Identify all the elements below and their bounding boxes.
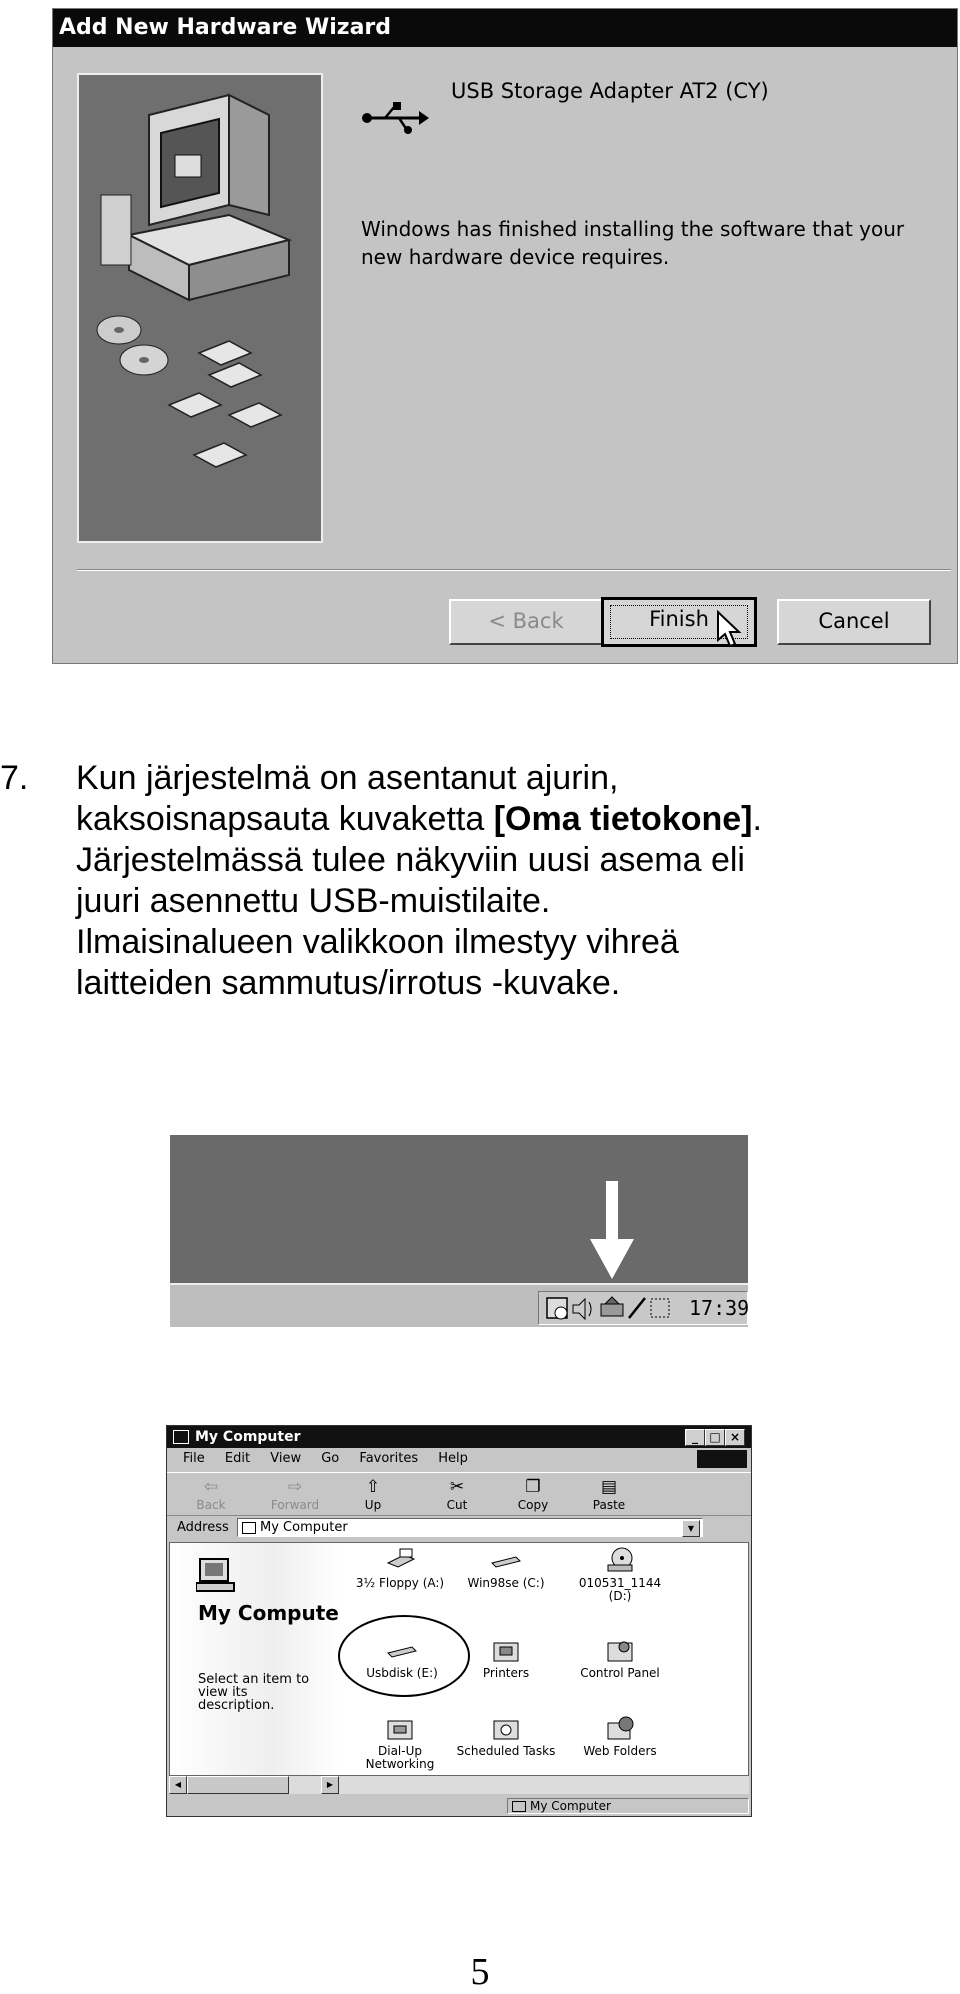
hard-drive-item[interactable]: Win98se (C:) [452, 1547, 560, 1590]
cancel-button[interactable]: Cancel [777, 599, 931, 645]
folder-up-icon: ⇧ [365, 1477, 381, 1497]
instruction-line: juuri asennettu USB-muistilaite. [76, 882, 551, 920]
floppy-drive-item[interactable]: 3½ Floppy (A:) [346, 1547, 454, 1590]
instruction-line: kaksoisnapsauta kuvaketta [Oma tietokone]. [76, 800, 762, 838]
scroll-right-icon[interactable]: ▶ [321, 1776, 339, 1794]
my-computer-window [166, 1425, 752, 1817]
wizard-illustration [77, 73, 323, 543]
dialup-networking-item[interactable]: Dial-Up Networking [346, 1715, 454, 1771]
wizard-message: Windows has finished installing the software that your new hardware device requires. [361, 217, 905, 269]
menu-edit[interactable]: Edit [224, 1451, 251, 1466]
forward-toolbar-button[interactable]: ⇨ Forward [259, 1475, 331, 1512]
cd-drive-item[interactable]: 010531_1144 (D:) [566, 1547, 674, 1603]
computer-icon [242, 1522, 256, 1534]
arrow-down-icon [588, 1181, 636, 1281]
clipboard-icon: ▤ [600, 1477, 618, 1497]
webview-panel [170, 1543, 340, 1775]
printers-folder-icon [490, 1637, 522, 1663]
address-bar [167, 1516, 751, 1540]
address-value: My Computer [260, 1520, 348, 1535]
panel-description: Select an item to view its description. [198, 1672, 310, 1713]
back-toolbar-button[interactable]: ⇦ Back [175, 1475, 247, 1512]
horizontal-scrollbar[interactable] [169, 1776, 749, 1794]
menu-favorites[interactable]: Favorites [359, 1451, 419, 1466]
notification-area [538, 1291, 748, 1325]
menu-file[interactable]: File [183, 1451, 205, 1466]
volume-icon [573, 1299, 591, 1319]
system-tray-screenshot [170, 1135, 748, 1327]
network-icon [651, 1299, 669, 1317]
device-name: USB Storage Adapter AT2 (CY) [451, 79, 769, 103]
window-title-bar [167, 1426, 751, 1448]
instruction-line: laitteiden sammutus/irrotus -kuvake. [76, 964, 621, 1002]
arrow-left-icon: ⇦ [203, 1477, 219, 1497]
up-toolbar-button[interactable]: ⇧ Up [337, 1475, 409, 1512]
unplug-eject-hardware-icon [601, 1297, 623, 1316]
panel-title: My Compute [198, 1601, 339, 1625]
floppy-drive-icon [384, 1547, 416, 1573]
usb-disk-item[interactable]: Usbdisk (E:) [348, 1637, 456, 1680]
address-input[interactable] [237, 1518, 703, 1537]
maximize-button[interactable]: □ [705, 1429, 725, 1446]
scroll-thumb[interactable] [187, 1776, 289, 1794]
status-bar [167, 1796, 751, 1816]
scheduler-icon [547, 1298, 567, 1319]
cut-toolbar-button[interactable]: ✂ Cut [421, 1475, 493, 1512]
computer-and-disks-icon [79, 75, 321, 541]
menu-bar [167, 1448, 751, 1470]
instruction-line: Järjestelmässä tulee näkyviin uusi asema eli [76, 841, 745, 879]
mouse-pointer-icon [716, 610, 742, 648]
paste-toolbar-button[interactable]: ▤ Paste [573, 1475, 645, 1512]
add-hardware-wizard-window [52, 8, 958, 664]
printers-item[interactable]: Printers [452, 1637, 560, 1680]
folder-view [169, 1542, 749, 1776]
web-folders-icon [604, 1715, 636, 1741]
status-panel [507, 1798, 749, 1814]
menu-view[interactable]: View [270, 1451, 302, 1466]
step-number: 7. [0, 759, 29, 797]
scissors-icon: ✂ [449, 1477, 465, 1497]
control-panel-item[interactable]: Control Panel [566, 1637, 674, 1680]
page-number: 5 [470, 1951, 490, 1993]
wizard-title-bar: Add New Hardware Wizard [53, 9, 957, 47]
menu-help[interactable]: Help [438, 1451, 468, 1466]
pen-icon [629, 1298, 645, 1318]
my-computer-icon [196, 1557, 236, 1593]
computer-icon [512, 1801, 526, 1812]
minimize-button[interactable]: _ [685, 1429, 705, 1446]
menu-go[interactable]: Go [321, 1451, 340, 1466]
computer-icon [173, 1430, 189, 1444]
usb-icon [361, 101, 431, 140]
instruction-line: Kun järjestelmä on asentanut ajurin, [76, 759, 619, 797]
clock: 17:39 [689, 1296, 750, 1320]
copy-icon: ❐ [525, 1477, 541, 1497]
address-label: Address [177, 1520, 229, 1535]
web-folders-item[interactable]: Web Folders [566, 1715, 674, 1758]
finish-button[interactable] [601, 597, 757, 647]
instruction-line: Ilmaisinalueen valikkoon ilmestyy vihreä [76, 923, 679, 961]
desktop-area [170, 1135, 748, 1283]
taskbar [170, 1283, 748, 1327]
instruction-lines [76, 758, 956, 1004]
highlight-circle [338, 1615, 470, 1697]
hard-drive-icon [490, 1547, 522, 1573]
separator [77, 569, 951, 571]
finish-label: Finish [649, 607, 709, 631]
window-title: My Computer [195, 1429, 301, 1445]
close-button[interactable]: × [725, 1429, 745, 1446]
cd-drive-icon [604, 1547, 636, 1573]
control-panel-icon [604, 1637, 636, 1663]
copy-toolbar-button[interactable]: ❐ Copy [497, 1475, 569, 1512]
arrow-right-icon: ⇨ [287, 1477, 303, 1497]
back-button[interactable]: < Back [449, 599, 603, 645]
windows-logo-icon [697, 1450, 747, 1468]
dialup-networking-icon [384, 1715, 416, 1741]
chevron-down-icon[interactable]: ▼ [682, 1520, 700, 1537]
scheduled-tasks-item[interactable]: Scheduled Tasks [452, 1715, 560, 1758]
status-text: My Computer [530, 1799, 611, 1813]
scroll-left-icon[interactable]: ◀ [169, 1776, 187, 1794]
scheduled-tasks-icon [490, 1715, 522, 1741]
toolbar [167, 1472, 751, 1516]
